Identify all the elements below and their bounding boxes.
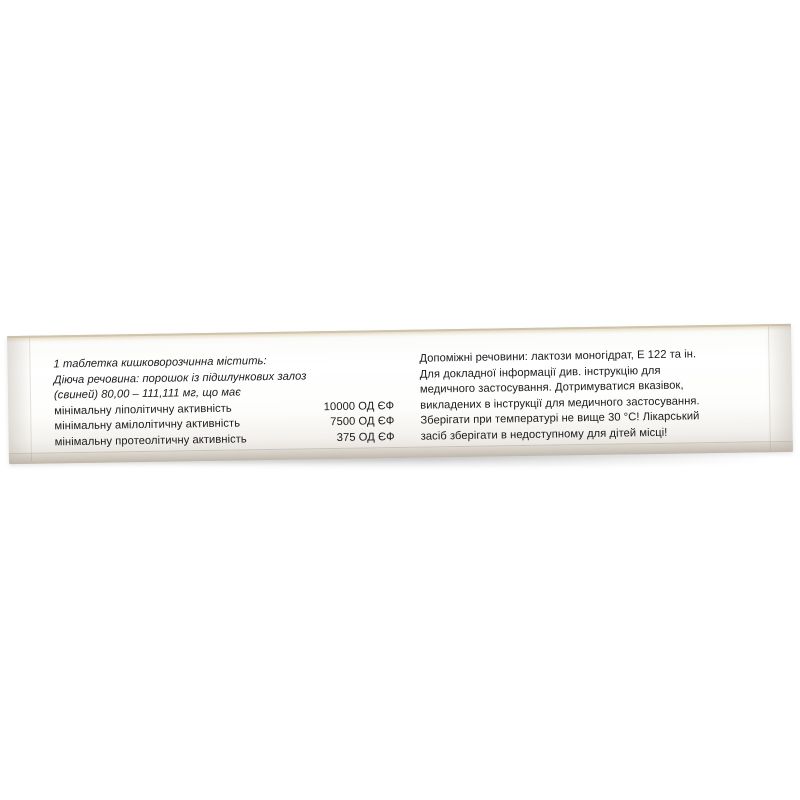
activity-value: 7500 ОД ЄФ bbox=[330, 415, 395, 429]
carton-left-end-shading bbox=[7, 336, 33, 464]
composition-heading: 1 таблетка кишковорозчинна містить: bbox=[53, 355, 267, 371]
instruction-line: Для докладної інформації див. інструкцію для bbox=[419, 364, 661, 381]
instruction-line: медичного застосування. Дотримуватися вказівок, bbox=[419, 379, 684, 396]
medicine-carton bbox=[7, 324, 793, 464]
storage-line: Зберігати при температурі не вище 30 °C! Лікарський bbox=[420, 410, 700, 428]
activity-value: 10000 ОД ЄФ bbox=[323, 399, 395, 413]
activity-value: 375 ОД ЄФ bbox=[336, 431, 395, 444]
activity-label: мінімальну протеолітичну активність bbox=[54, 433, 247, 449]
instruction-line: викладених в інструкції для медичного застосування. bbox=[420, 395, 700, 412]
activity-label: мінімальну амілолітичну активність bbox=[54, 417, 241, 433]
activity-label: мінімальну ліполітичну активність bbox=[54, 402, 232, 418]
active-substance-line-2: (свиней) 80,00 – 111,111 мг, що має bbox=[53, 386, 241, 402]
storage-line: засіб зберігати в недоступному для дітей місці! bbox=[420, 426, 668, 443]
excipients-line: Допоміжні речовини: лактози моногідрат, Е 122 та ін. bbox=[419, 348, 697, 365]
active-substance-line-1: Діюча речовина: порошок із підшлункових залоз bbox=[53, 370, 307, 387]
composition-panel bbox=[53, 352, 394, 451]
excipients-and-storage-panel bbox=[419, 346, 772, 445]
